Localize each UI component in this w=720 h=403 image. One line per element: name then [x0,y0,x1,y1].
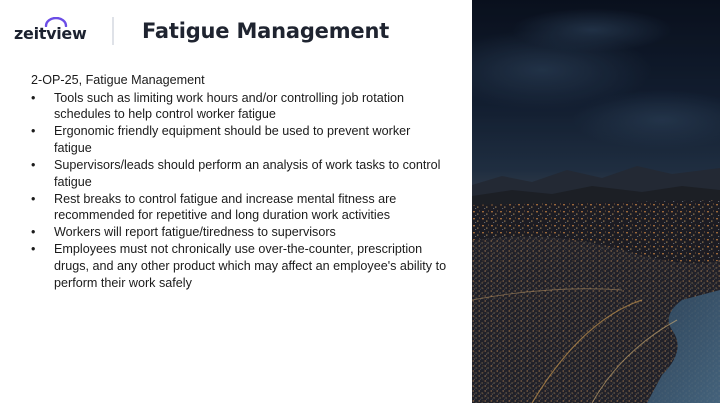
slide-body [31,72,451,292]
bullet-item [31,123,451,156]
bullet-text: Rest breaks to control fatigue and increase mental fitness are recommended for repetitive and long duration work activities [54,191,397,223]
bullet-glyph: • [31,157,36,172]
logo-text: zeitview [14,24,87,43]
bullet-item [31,224,451,241]
bullet-glyph: • [31,242,36,257]
bullet-text: Employees must not chronically use over-the-counter, prescription drugs, and any other product which may affect an employee's ability to perform their work safely [54,242,447,290]
city-night-photo [472,0,720,403]
bullet-text: Ergonomic friendly equipment should be used to prevent worker fatigue [54,124,411,155]
zeitview-logo [14,17,86,45]
bullet-text: Supervisors/leads should perform an analysis of work tasks to control fatigue [54,157,441,189]
bullet-item [31,90,451,123]
bullet-text: Tools such as limiting work hours and/or controlling job rotation schedules to help control worker fatigue [54,90,404,122]
bullet-glyph: • [31,191,36,206]
bullet-text: Workers will report fatigue/tiredness to supervisors [54,225,336,240]
bullet-glyph: • [31,225,36,240]
bullet-glyph: • [31,124,36,139]
bullet-glyph: • [31,90,36,105]
header-divider [112,17,114,45]
bullet-item [31,191,451,224]
section-heading: 2-OP-25, Fatigue Management [31,73,205,87]
bullet-item [31,241,451,291]
bullet-list [31,90,451,292]
bullet-item [31,157,451,190]
page-title: Fatigue Management [142,19,390,43]
